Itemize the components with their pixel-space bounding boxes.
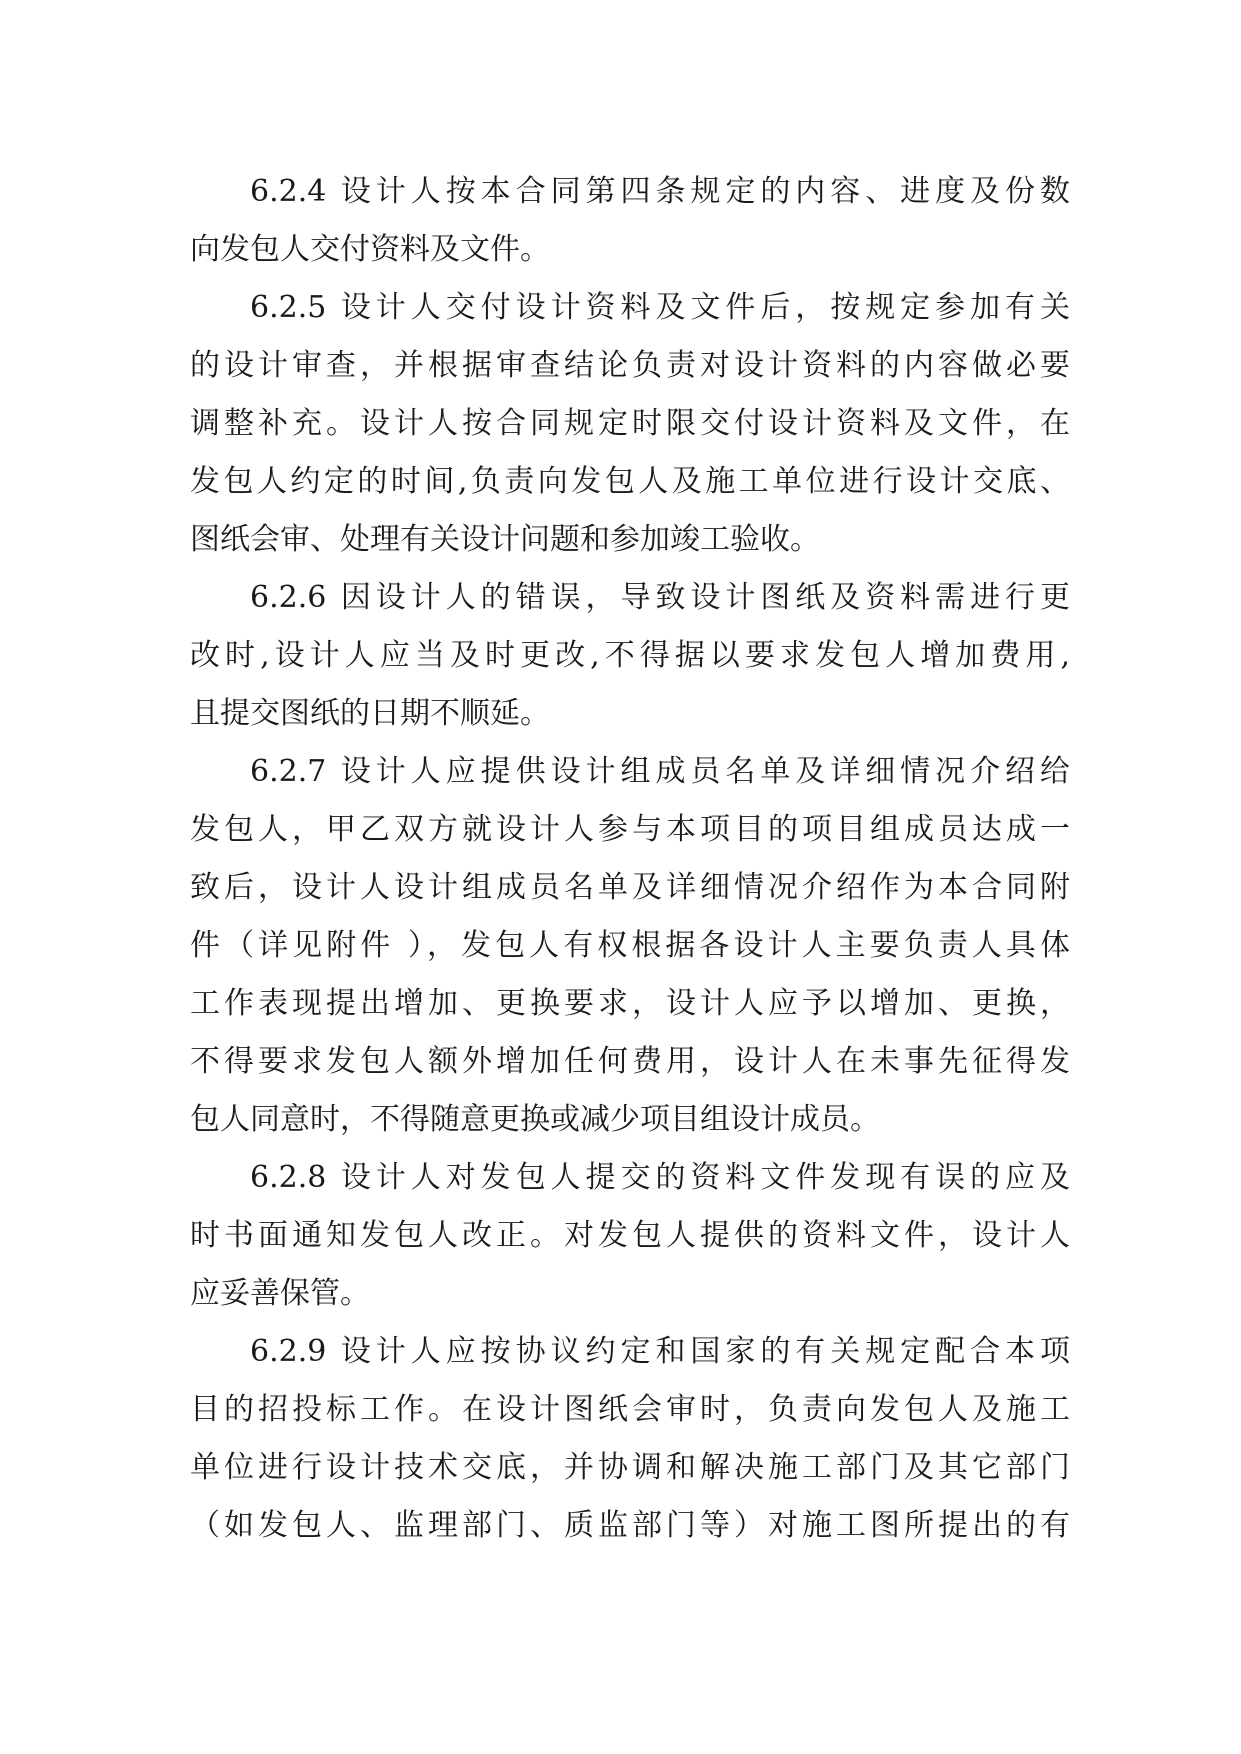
clause-6-2-6-line-1: 6.2.6 因设计人的错误，导致设计图纸及资料需进行更 xyxy=(250,580,1070,615)
clause-6-2-8-line-1: 6.2.8 设计人对发包人提交的资料文件发现有误的应及 xyxy=(250,1160,1070,1195)
clause-6-2-4-line-1: 6.2.4 设计人按本合同第四条规定的内容、进度及份数 xyxy=(250,174,1070,209)
clause-6-2-7-line-7: 包人同意时，不得随意更换或减少项目组设计成员。 xyxy=(190,1102,880,1137)
clause-6-2-7-line-6: 不得要求发包人额外增加任何费用，设计人在未事先征得发 xyxy=(190,1044,1070,1079)
clause-6-2-5-line-2: 的设计审查，并根据审查结论负责对设计资料的内容做必要 xyxy=(190,348,1070,383)
clause-6-2-8-line-2: 时书面通知发包人改正。对发包人提供的资料文件，设计人 xyxy=(190,1218,1070,1253)
clause-6-2-4-line-2: 向发包人交付资料及文件。 xyxy=(190,232,550,267)
clause-6-2-7-line-4: 件（详见附件 ），发包人有权根据各设计人主要负责人具体 xyxy=(190,928,1070,963)
clause-6-2-5-line-1: 6.2.5 设计人交付设计资料及文件后，按规定参加有关 xyxy=(250,290,1070,325)
clause-6-2-7-line-1: 6.2.7 设计人应提供设计组成员名单及详细情况介绍给 xyxy=(250,754,1070,789)
clause-6-2-5-line-4: 发包人约定的时间,负责向发包人及施工单位进行设计交底、 xyxy=(190,464,1070,499)
clause-6-2-9-line-2: 目的招投标工作。在设计图纸会审时，负责向发包人及施工 xyxy=(190,1392,1070,1427)
contract-clause-text xyxy=(190,163,1070,1555)
clause-6-2-5-line-3: 调整补充。设计人按合同规定时限交付设计资料及文件，在 xyxy=(190,406,1070,441)
clause-6-2-9-line-1: 6.2.9 设计人应按协议约定和国家的有关规定配合本项 xyxy=(250,1334,1070,1369)
clause-6-2-7-line-2: 发包人，甲乙双方就设计人参与本项目的项目组成员达成一 xyxy=(190,812,1070,847)
clause-6-2-9-line-4: （如发包人、监理部门、质监部门等）对施工图所提出的有 xyxy=(190,1508,1070,1543)
clause-6-2-5-line-5: 图纸会审、处理有关设计问题和参加竣工验收。 xyxy=(190,522,820,557)
clause-6-2-9-line-3: 单位进行设计技术交底，并协调和解决施工部门及其它部门 xyxy=(190,1450,1070,1485)
clause-6-2-8-line-3: 应妥善保管。 xyxy=(190,1276,370,1311)
clause-6-2-6-line-2: 改时,设计人应当及时更改,不得据以要求发包人增加费用, xyxy=(190,638,1070,673)
clause-6-2-7-line-5: 工作表现提出增加、更换要求，设计人应予以增加、更换， xyxy=(190,986,1070,1021)
clause-6-2-7-line-3: 致后，设计人设计组成员名单及详细情况介绍作为本合同附 xyxy=(190,870,1070,905)
clause-6-2-6-line-3: 且提交图纸的日期不顺延。 xyxy=(190,696,550,731)
